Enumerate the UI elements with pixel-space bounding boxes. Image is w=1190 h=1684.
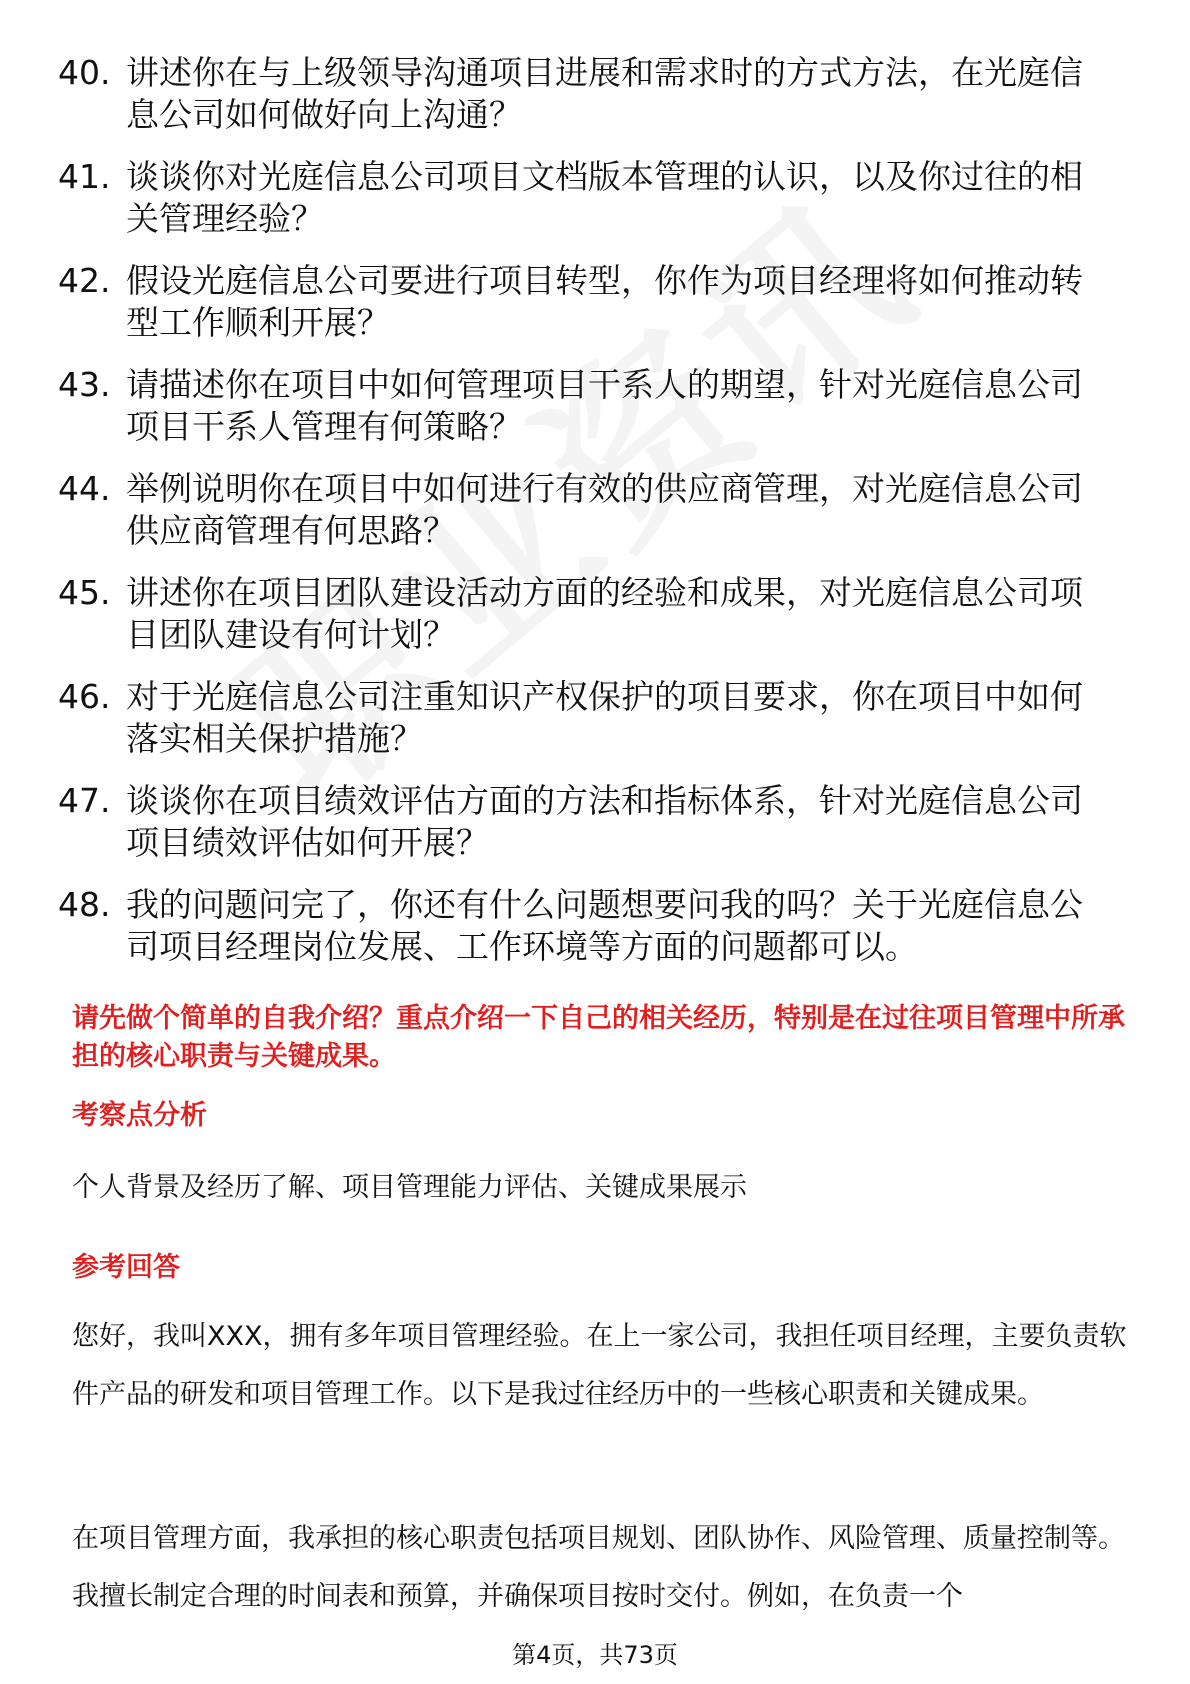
question-item — [58, 572, 1118, 656]
question-text: 假设光庭信息公司要进行项目转型，你作为项目经理将如何推动转型工作顺利开展？ — [126, 261, 1083, 342]
question-number: 45. — [58, 573, 111, 612]
question-text: 对于光庭信息公司注重知识产权保护的项目要求，你在项目中如何落实相关保护措施？ — [126, 677, 1083, 758]
answer-paragraph: 在项目管理方面，我承担的核心职责包括项目规划、团队协作、风险管理、质量控制等。我擅长制定合理的时间表和预算，并确保项目按时交付。例如，在负责一个 — [72, 1523, 1125, 1612]
question-item — [58, 156, 1118, 240]
question-item — [58, 260, 1118, 344]
question-number: 46. — [58, 677, 111, 716]
question-text: 讲述你在项目团队建设活动方面的经验和成果，对光庭信息公司项目团队建设有何计划？ — [126, 573, 1083, 654]
question-number: 40. — [58, 53, 111, 92]
question-text: 谈谈你对光庭信息公司项目文档版本管理的认识，以及你过往的相关管理经验？ — [126, 157, 1083, 238]
page-footer: 第4页，共73页 — [512, 1641, 678, 1669]
question-item — [58, 364, 1118, 448]
question-item — [58, 884, 1118, 968]
question-item — [58, 468, 1118, 552]
answer-label: 参考回答 — [72, 1252, 180, 1283]
question-text: 我的问题问完了，你还有什么问题想要问我的吗？关于光庭信息公司项目经理岗位发展、工作环境等方面的问题都可以。 — [126, 885, 1083, 966]
question-text: 请描述你在项目中如何管理项目干系人的期望，针对光庭信息公司项目干系人管理有何策略？ — [126, 365, 1083, 446]
question-number: 42. — [58, 261, 111, 300]
question-number: 48. — [58, 885, 111, 924]
analysis-text: 个人背景及经历了解、项目管理能力评估、关键成果展示 — [72, 1172, 747, 1203]
question-number: 44. — [58, 469, 111, 508]
question-item — [58, 676, 1118, 760]
question-item — [58, 52, 1118, 136]
question-text: 讲述你在与上级领导沟通项目进展和需求时的方式方法，在光庭信息公司如何做好向上沟通？ — [126, 53, 1083, 134]
question-number: 43. — [58, 365, 111, 404]
question-item — [58, 780, 1118, 864]
question-number: 47. — [58, 781, 111, 820]
question-text: 举例说明你在项目中如何进行有效的供应商管理，对光庭信息公司供应商管理有何思路？ — [126, 469, 1083, 550]
analysis-label: 考察点分析 — [72, 1100, 207, 1131]
main-question-heading: 请先做个简单的自我介绍？重点介绍一下自己的相关经历，特别是在过往项目管理中所承担的核心职责与关键成果。 — [72, 1003, 1125, 1072]
question-list — [58, 52, 1118, 988]
answer-paragraph: 您好，我叫XXX，拥有多年项目管理经验。在上一家公司，我担任项目经理，主要负责软件产品的研发和项目管理工作。以下是我过往经历中的一些核心职责和关键成果。 — [72, 1321, 1127, 1410]
question-number: 41. — [58, 157, 111, 196]
question-text: 谈谈你在项目绩效评估方面的方法和指标体系，针对光庭信息公司项目绩效评估如何开展？ — [126, 781, 1083, 862]
